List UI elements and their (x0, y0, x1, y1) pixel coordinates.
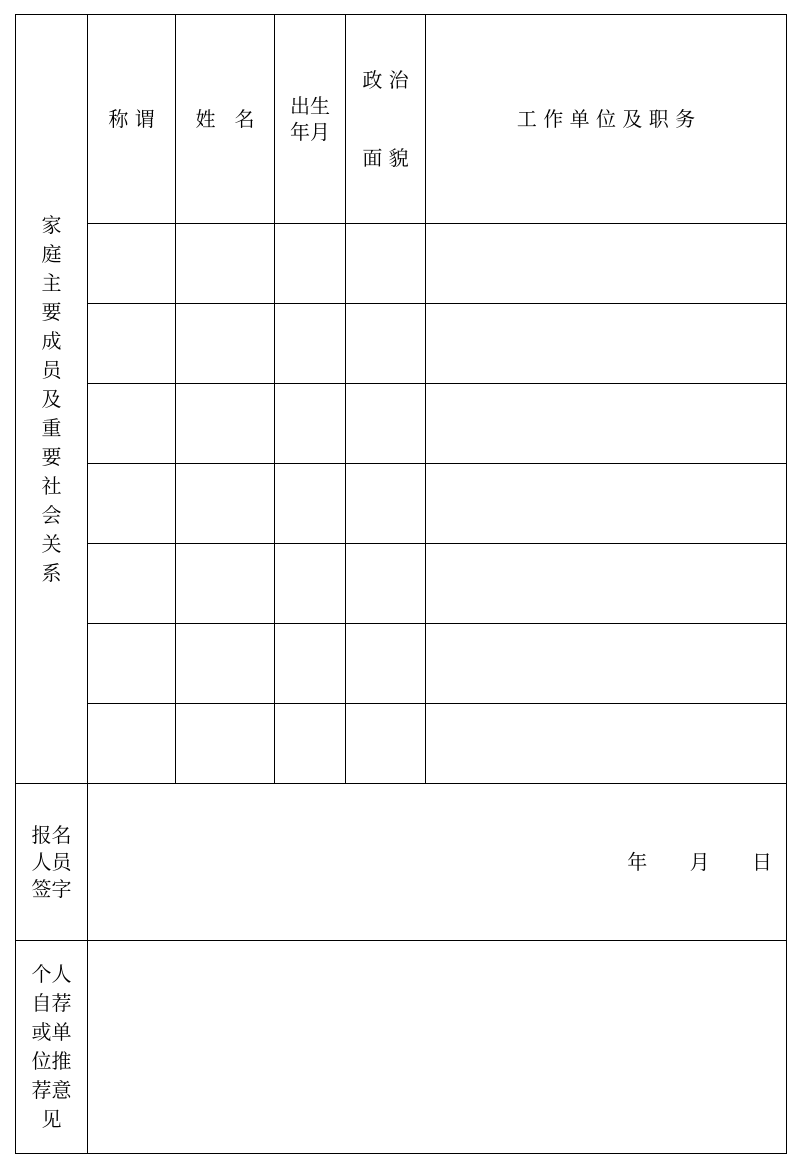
family-cell-political[interactable] (346, 544, 426, 624)
family-label-char: 要 (41, 299, 62, 324)
family-label-char: 庭 (41, 241, 62, 266)
header-birth-line1: 出生 (290, 94, 330, 118)
family-cell-relation[interactable] (88, 464, 176, 544)
family-cell-birth[interactable] (275, 704, 346, 784)
family-cell-name[interactable] (176, 464, 275, 544)
signature-field[interactable] (88, 784, 787, 941)
family-cell-name[interactable] (176, 224, 275, 304)
recommendation-row (16, 941, 787, 1154)
family-cell-relation[interactable] (88, 704, 176, 784)
recommendation-label (16, 941, 88, 1154)
header-political (346, 15, 426, 224)
date-day: 日 (752, 850, 772, 874)
family-label-char: 会 (41, 502, 62, 527)
family-label-char: 关 (41, 531, 62, 556)
family-label-char: 员 (41, 357, 62, 382)
header-birth (275, 15, 346, 224)
family-cell-work[interactable] (426, 464, 787, 544)
family-row (16, 304, 787, 384)
family-label-char: 及 (41, 386, 62, 411)
family-cell-relation[interactable] (88, 304, 176, 384)
registration-form-table (15, 14, 787, 1154)
recommendation-label-char: 见 (41, 1107, 62, 1131)
header-political-line1: 政 治 (362, 68, 409, 92)
family-cell-relation[interactable] (88, 224, 176, 304)
family-row (16, 624, 787, 704)
header-name: 姓 名 (176, 15, 275, 224)
family-cell-name[interactable] (176, 624, 275, 704)
family-cell-birth[interactable] (275, 224, 346, 304)
recommendation-label-char: 荐意 (31, 1078, 72, 1102)
family-cell-name[interactable] (176, 304, 275, 384)
recommendation-field[interactable] (88, 941, 787, 1154)
recommendation-label-char: 或单 (31, 1020, 72, 1044)
family-header-row (16, 15, 787, 224)
family-row (16, 704, 787, 784)
header-work: 工 作 单 位 及 职 务 (426, 15, 787, 224)
family-cell-birth[interactable] (275, 384, 346, 464)
family-section-label (16, 15, 88, 784)
header-political-line2: 面 貌 (362, 146, 409, 170)
recommendation-label-char: 自荐 (31, 991, 72, 1015)
family-cell-work[interactable] (426, 704, 787, 784)
family-cell-work[interactable] (426, 304, 787, 384)
date-month: 月 (689, 850, 710, 874)
family-label-char: 要 (41, 444, 62, 469)
family-cell-relation[interactable] (88, 384, 176, 464)
family-label-char: 重 (41, 415, 62, 440)
recommendation-label-char: 位推 (31, 1049, 72, 1073)
family-label-char: 系 (41, 560, 62, 585)
family-label-char: 社 (41, 473, 62, 498)
family-cell-political[interactable] (346, 464, 426, 544)
family-cell-political[interactable] (346, 704, 426, 784)
signature-label (16, 784, 88, 941)
family-cell-birth[interactable] (275, 624, 346, 704)
signature-row (16, 784, 787, 941)
family-cell-name[interactable] (176, 704, 275, 784)
family-cell-political[interactable] (346, 224, 426, 304)
family-row (16, 224, 787, 304)
date-year: 年 (627, 850, 648, 874)
header-birth-line2: 年月 (290, 120, 330, 144)
signature-label-char: 人员 (31, 849, 72, 874)
family-cell-work[interactable] (426, 624, 787, 704)
family-cell-work[interactable] (426, 384, 787, 464)
family-cell-political[interactable] (346, 624, 426, 704)
family-label-char: 成 (41, 328, 62, 353)
family-row (16, 544, 787, 624)
family-cell-birth[interactable] (275, 304, 346, 384)
family-row (16, 384, 787, 464)
signature-label-char: 报名 (31, 822, 72, 847)
family-label-char: 家 (41, 212, 62, 237)
family-cell-political[interactable] (346, 384, 426, 464)
signature-label-char: 签字 (31, 876, 72, 901)
family-cell-birth[interactable] (275, 544, 346, 624)
family-cell-work[interactable] (426, 224, 787, 304)
family-cell-relation[interactable] (88, 624, 176, 704)
family-cell-name[interactable] (176, 544, 275, 624)
family-cell-work[interactable] (426, 544, 787, 624)
header-relation: 称 谓 (88, 15, 176, 224)
family-cell-relation[interactable] (88, 544, 176, 624)
family-row (16, 464, 787, 544)
recommendation-label-char: 个人 (31, 962, 72, 986)
family-cell-name[interactable] (176, 384, 275, 464)
family-cell-political[interactable] (346, 304, 426, 384)
family-label-char: 主 (41, 270, 62, 295)
family-cell-birth[interactable] (275, 464, 346, 544)
